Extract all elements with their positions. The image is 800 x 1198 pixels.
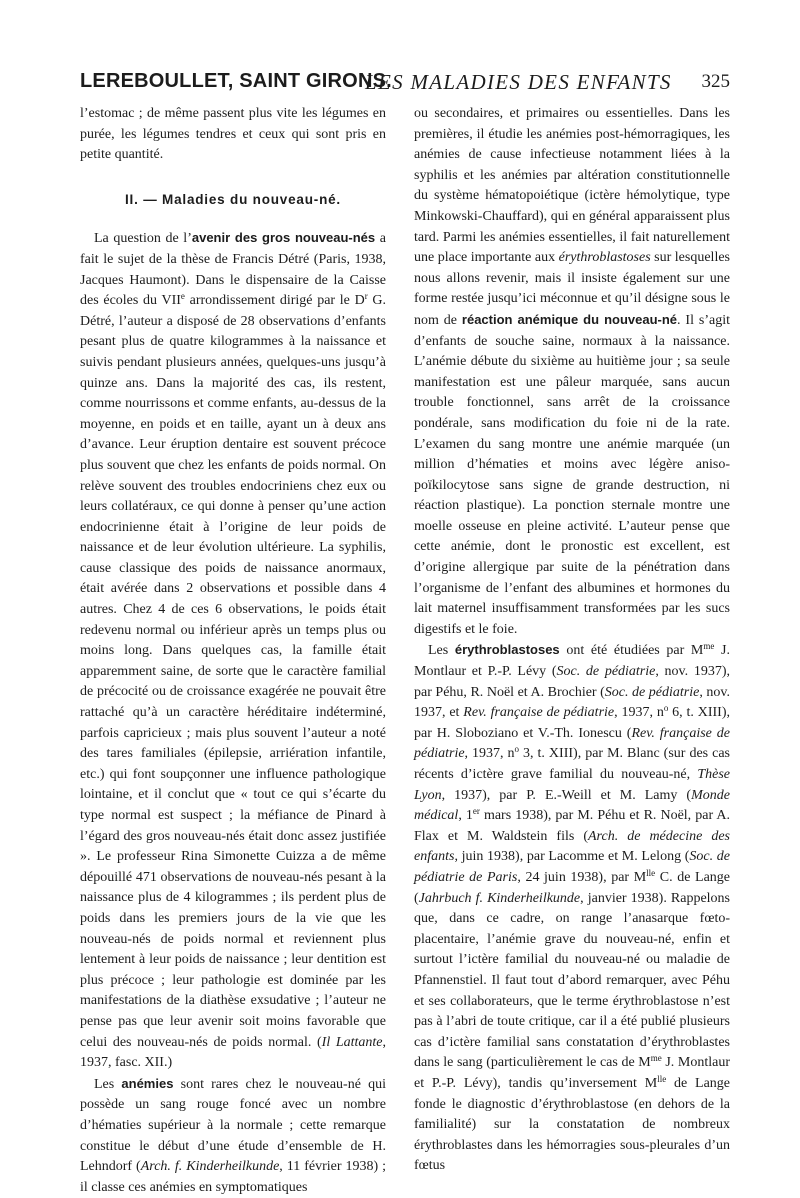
section-title: II. — Maladies du nouveau-né. xyxy=(125,191,341,207)
keyword-reaction-anemique: réaction anémique du nouveau-né xyxy=(461,311,678,327)
paragraph-anemies-continued: ou secondaires, et primaires ou essentielles. Dans les premières, il étudie les anémies post-hémorragiques, les anémies de cause infectieuse notamment liées à la syphilis et les anémies par altération constitutionnelle du système hématopoiétique (ictère hémolytique, type Minkowski-Chauffard), qui en général apparaissent plus tard. Parmi les anémies essentielles, il fait naturellement une place importante aux érythroblastoses sur lesquelles nous allons revenir, mais il insiste également sur une forme restée jusqu’ici méconnue et qu’il désigne sous le nom de réaction anémique du nouveau-né. Il s’agit d’enfants de souche saine, normaux à la naissance. L’anémie débute du sixième au huitième jour ; sa seule manifestation est une pâleur marquée, sans aucun trouble fonctionnel, sans arrêt de la croissance pondérale, sans modification du foie ni de la rate. L’examen du sang montre une anémie marquée (un million d’hématies et moins avec légère aniso-poïkilocytose sans signe de grande destruction, ni réaction plastique). La ponction sternale montre une moelle osseuse en pleine activité. L’auteur pense que cette anémie, dont le pronostic est excellent, est d’origine allergique par suite de la pénétration dans l’organisme de l’enfant des albumines et hormones du lait maternel insuffisamment transformées par les sucs digestifs et le foie. xyxy=(414,106,730,637)
left-column xyxy=(80,104,386,1198)
running-header xyxy=(80,70,730,106)
header-authors: LEREBOULLET, SAINT GIRONS. xyxy=(80,70,392,92)
keyword-avenir: avenir des gros nouveau-nés xyxy=(191,230,376,246)
paragraph-erythroblastoses: Les érythroblastoses ont été étudiées par $M^{me}$ J. Montlaur et P.-P. Lévy (Soc. de pédiatrie, nov. 1937), par Péhu, R. Noël et A. Brochier (Soc. de pédiatrie, nov. 1937, et Rev. française de pédiatrie, 1937, $n^o$ 6, t. XIII), par H. Sloboziano et V.-Th. Ionescu (Rev. française de pédiatrie, 1937, $n^o$ 3, t. XIII), par M. Blanc (sur des cas récents d’ictère grave familial du nouveau-né, Thèse Lyon, 1937), par P. E.-Weill et M. Lamy (Monde médical, 1er mars 1938), par M. Péhu et R. Noël, par A. Flax et M. Waldstein fils (Arch. de médecine des enfants, juin 1938), par Lacomme et M. Lelong (Soc. de pédiatrie de Paris, 24 juin 1938), par $M^{lle}$ C. de Lange (Jahrbuch f. Kinderheilkunde, janvier 1938). Rappelons que, dans ce cadre, on range l’anasarque fœto-placentaire, l’anémie grave du nouveau-né, enfin et surtout l’ictère familial du nouveau-né ou maladie de Pfannenstiel. Il faut tout d’abord remarquer, avec Péhu et ses collaborateurs, que le terme érythroblastose n’est pas à l’abri de toute critique, car il a été publié plusieurs cas d’ictère familial sans constatation d’érythroblastes dans le sang (particulièrement le cas de $M^{me}$ J. Montlaur et P.-P. Lévy), tandis qu’inversement $M^{lle}$ de Lange fonde le diagnostic d’érythroblastose (en dehors de la familialité) sur la constatation de nombreux érythroblastes dans les hémorragies sous-pleurales d’un fœtus xyxy=(414,641,731,1174)
keyword-anemies: anémies xyxy=(121,1075,174,1091)
paragraph-anemies: Les anémies sont rares chez le nouveau-né qui possède un sang rouge foncé avec un nombre d’hématies supérieur à la normale ; cette remarque constitue le début d’une étude d’ensemble de H. Lehndorf (Arch. f. Kinderheilkunde, 11 février 1938) ; il classe ces anémies en symptomatiques xyxy=(80,1075,387,1195)
page-number: 325 xyxy=(701,71,730,92)
intro-paragraph: l’estomac ; de même passent plus vite les légumes en purée, les légumes tendres et ceux qui sont pris en petite quantité. xyxy=(80,106,386,163)
right-column xyxy=(414,104,730,1177)
keyword-erythroblastoses: érythroblastoses xyxy=(454,642,560,658)
paragraph-gros-nouveau-nes: La question de l’avenir des gros nouveau-nés a fait le sujet de la thèse de Francis Détré (Paris, 1938, Jacques Haumont). Dans le dispensaire de la Caisse des écoles du VIIe arrondissement dirigé par le $D^r$ G. Détré, l’auteur a disposé de 28 observations d’enfants pesant plus de quatre kilogrammes à la naissance et suivis pendant plusieurs années, quelques-uns jusqu’à quinze ans. Dans la majorité des cas, ils restent, comme nourrissons et comme enfants, au-dessus de la moyenne, en poids et en taille, ayant un à deux ans d’avance. Leur éruption dentaire est souvent précoce plus souvent que chez les enfants de poids normal. On relève souvent des troubles endocriniens chez eux ou leurs collatéraux, ce qui donne à penser qu’une action endocrinienne était à l’origine de leur poids de naissance et de leur évolution ultérieure. La syphilis, cause classique des poids de naissance anormaux, était avérée dans 2 observations et possible dans 4 autres. Chez 4 de ces 6 observations, le poids était redevenu normal ou inférieur après un temps plus ou moins long. Dans quelques cas, la famille était apparemment saine, de sorte que le caractère familial de précocité ou de croissance exagérée ne pouvait être rattaché qu’à un caractère héréditaire indéterminé, parfois capricieux ; mais plus souvent l’auteur a noté des tares familiales (épilepsie, arriération infantile, etc.) qui font soupçonner une influence pathologique lointaine, et il conclut que « tout ce qui s’écarte du type normal est suspect ; la méfiance de Pinard à l’égard des gros nouveau-nés était donc assez justifiée ». Le professeur Rina Simonette Cuizza a de même dépouillé 471 observations de nouveau-nés pesant à la naissance plus de 4 kilogrammes ; ils perdent plus de poids dans les premiers jours de la vie que les nouveau-nés de poids normal et reviennent plus lentement à leur poids de naissance ; leur dentition est plus précoce ; leur pathologie est dominée par les manifestations de la diathèse exsudative ; l’auteur ne pense pas que leur avenir soit moins favorable que celui des nouveau-nés de poids normal. (Il Lattante, 1937, fasc. XII.) xyxy=(80,230,386,1071)
header-journal-title: LES MALADIES DES ENFANTS xyxy=(365,70,672,94)
